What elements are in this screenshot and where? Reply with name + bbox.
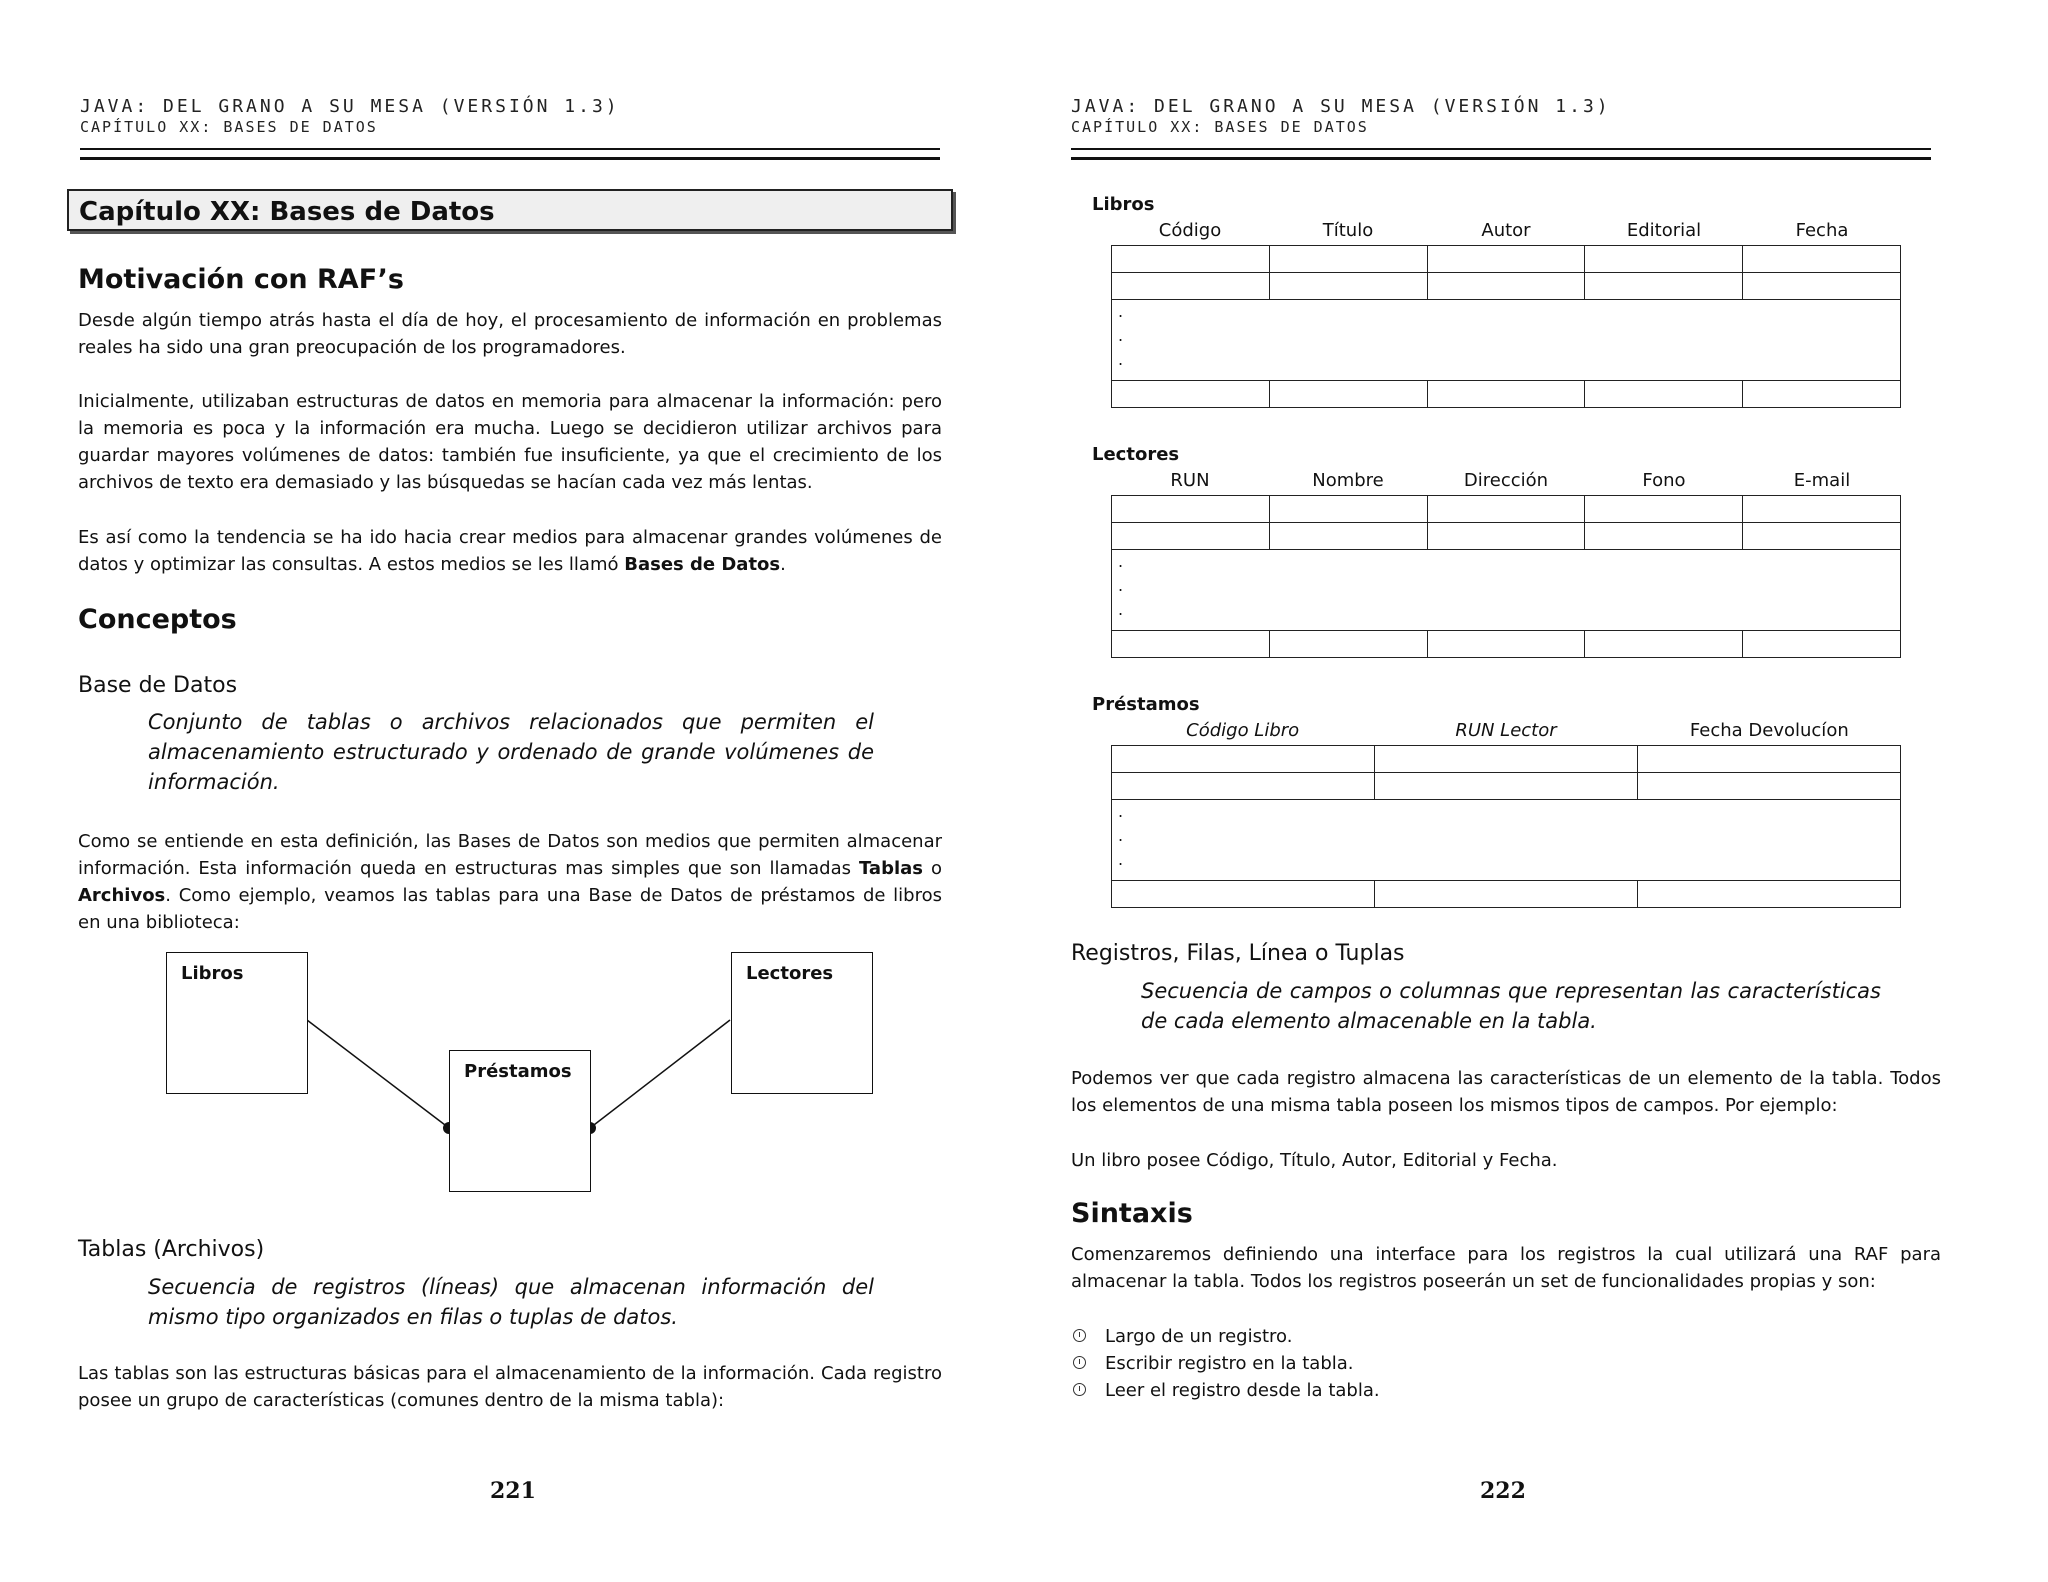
column-header: RUN: [1170, 470, 1210, 491]
term-base-de-datos: Base de Datos: [78, 673, 238, 698]
column-header: RUN Lector: [1455, 720, 1557, 741]
ellipsis-dot: .: [1118, 326, 1124, 345]
ellipsis-dot: .: [1118, 826, 1124, 845]
definition: Conjunto de tablas o archivos relacionados que permiten el almacenamiento estructurado y ordenado de grande volúmenes de información.: [148, 710, 874, 794]
page-number: 221: [490, 1478, 536, 1504]
column-header: Autor: [1481, 220, 1531, 241]
column-header: Fono: [1642, 470, 1686, 491]
chapter-title: Capítulo XX: Bases de Datos: [79, 197, 495, 227]
ellipsis-dot: .: [1118, 350, 1124, 369]
column-header: Código Libro: [1186, 720, 1300, 741]
clock-bullet-icon: [1073, 1383, 1086, 1396]
diagram-box-libros: Libros: [166, 952, 308, 1094]
ellipsis-dot: .: [1118, 576, 1124, 595]
column-header: Fecha Devolucíon: [1689, 720, 1849, 741]
section-heading-sintaxis: Sintaxis: [1071, 1198, 1193, 1229]
column-header: Nombre: [1312, 470, 1384, 491]
ellipsis-dot: .: [1118, 552, 1124, 571]
term-tablas: Tablas (Archivos): [78, 1237, 265, 1262]
column-header: E-mail: [1793, 470, 1851, 491]
right-body: [1071, 0, 1941, 1582]
running-header-subtitle: CAPÍTULO XX: BASES DE DATOS: [80, 118, 378, 136]
column-header: Código: [1158, 220, 1222, 241]
ellipsis-dot: .: [1118, 302, 1124, 321]
running-header-title: JAVA: DEL GRANO A SU MESA (VERSIÓN 1.3): [1071, 96, 1611, 117]
running-header-title: JAVA: DEL GRANO A SU MESA (VERSIÓN 1.3): [80, 96, 620, 117]
term-registros: Registros, Filas, Línea o Tuplas: [1071, 941, 1405, 966]
paragraph: Inicialmente, utilizaban estructuras de datos en memoria para almacenar la información: pero la memoria es poca y la información era mucha. Luego se decidieron utilizar archivos para guardar mayores volúmenes de datos: también fue insuficiente, ya que el crecimiento de los archivos de texto era demasiado y las búsquedas se hacían cada vez más lentas.: [78, 391, 942, 493]
column-header: Editorial: [1626, 220, 1702, 241]
paragraph: Desde algún tiempo atrás hasta el día de hoy, el procesamiento de información en problemas reales ha sido una gran preocupación de los programadores.: [78, 310, 942, 358]
section-heading-motivacion: Motivación con RAF’s: [78, 264, 404, 295]
column-header: Dirección: [1463, 470, 1549, 491]
right-page: [1024, 0, 2048, 1582]
left-body-lower: [78, 0, 942, 1582]
ellipsis-dot: .: [1118, 802, 1124, 821]
page-number: 222: [1480, 1478, 1526, 1504]
ellipsis-dot: .: [1118, 850, 1124, 869]
feature-list: [1071, 1323, 1380, 1404]
paragraph: Un libro posee Código, Título, Autor, Editorial y Fecha.: [1071, 1150, 1558, 1171]
ellipsis-dot: .: [1118, 600, 1124, 619]
clock-bullet-icon: [1073, 1329, 1086, 1342]
definition: Secuencia de campos o columnas que representan las características de cada elemento almacenable en la tabla.: [1141, 979, 1881, 1033]
list-item: Escribir registro en la tabla.: [1071, 1350, 1380, 1377]
paragraph: Es así como la tendencia se ha ido hacia crear medios para almacenar grandes volúmenes de datos y optimizar las consultas. A estos medios se les llamó Bases de Datos.: [78, 527, 942, 575]
paragraph: Podemos ver que cada registro almacena las características de un elemento de la tabla. Todos los elementos de una misma tabla poseen los mismos tipos de campos. Por ejemplo:: [1071, 1068, 1941, 1116]
paragraph: Comenzaremos definiendo una interface para los registros la cual utilizará una RAF para almacenar la tabla. Todos los registros poseerán un set de funcionalidades propias y son:: [1071, 1244, 1941, 1292]
paragraph: Como se entiende en esta definición, las Bases de Datos son medios que permiten almacenar información. Esta información queda en estructuras mas simples que son llamadas Tablas o Archivos. Como ejemplo, veamos las tablas para una Base de Datos de préstamos de libros en una biblioteca:: [78, 831, 942, 933]
clock-bullet-icon: [1073, 1356, 1086, 1369]
diagram-box-lectores: Lectores: [731, 952, 873, 1094]
column-header: Título: [1322, 220, 1374, 241]
definition: Secuencia de registros (líneas) que almacenan información del mismo tipo organizados en filas o tuplas de datos.: [148, 1275, 874, 1329]
running-header-subtitle: CAPÍTULO XX: BASES DE DATOS: [1071, 118, 1369, 136]
list-item: Largo de un registro.: [1071, 1323, 1380, 1350]
column-header: Fecha: [1795, 220, 1849, 241]
table-title-prestamos: Préstamos: [1092, 694, 1200, 715]
list-item: Leer el registro desde la tabla.: [1071, 1377, 1380, 1404]
diagram-box-prestamos: Préstamos: [449, 1050, 591, 1192]
table-title-libros: Libros: [1092, 194, 1155, 215]
table-title-lectores: Lectores: [1092, 444, 1180, 465]
paragraph: Las tablas son las estructuras básicas para el almacenamiento de la información. Cada registro posee un grupo de características (comunes dentro de la misma tabla):: [78, 1363, 942, 1411]
section-heading-conceptos: Conceptos: [78, 604, 237, 635]
